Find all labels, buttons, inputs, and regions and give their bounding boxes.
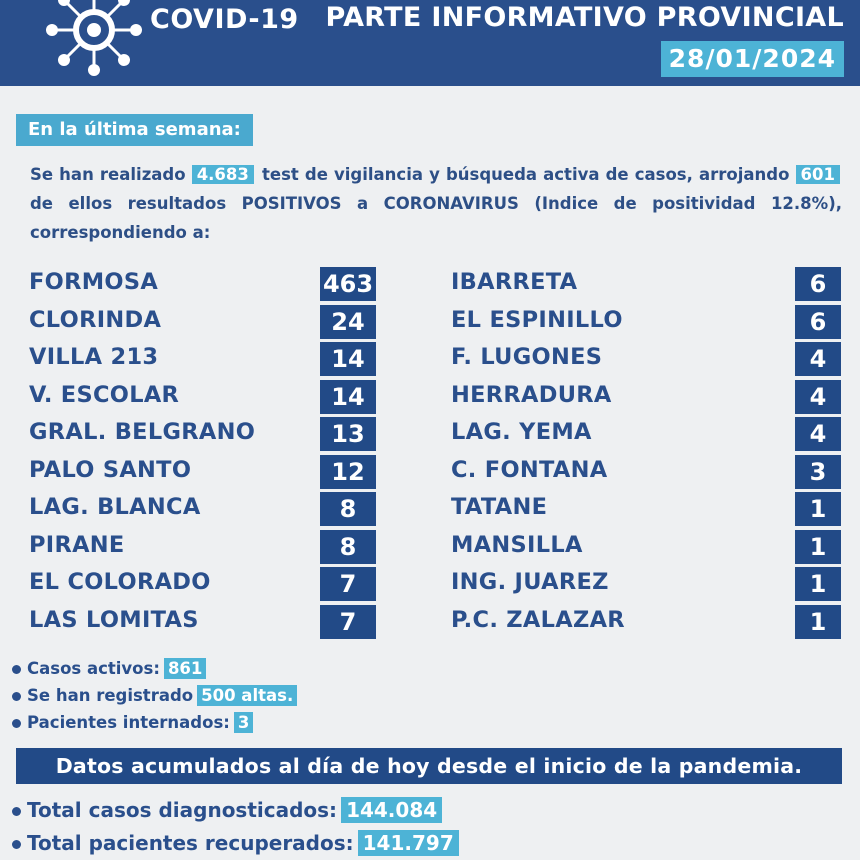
- location-name: HERRADURA: [451, 381, 612, 408]
- report-title: PARTE INFORMATIVO PROVINCIAL: [325, 2, 844, 33]
- totals-list: [12, 794, 459, 860]
- discharged-row: [12, 682, 297, 709]
- location-row: [451, 265, 841, 303]
- location-count: 13: [320, 417, 376, 451]
- total-recovered-label: Total pacientes recuperados:: [27, 831, 354, 855]
- location-row: [29, 528, 376, 566]
- location-count: 8: [320, 492, 376, 526]
- location-name: P.C. ZALAZAR: [451, 606, 625, 633]
- location-count: 6: [795, 267, 841, 301]
- total-diagnosed-value: 144.084: [341, 797, 442, 823]
- bullet-icon: [12, 719, 21, 728]
- location-name: EL ESPINILLO: [451, 306, 623, 333]
- location-count: 14: [320, 342, 376, 376]
- hospitalized-label: Pacientes internados:: [27, 713, 230, 732]
- location-count: 7: [320, 605, 376, 639]
- location-count: 1: [795, 492, 841, 526]
- location-count: 1: [795, 567, 841, 601]
- report-date: 28/01/2024: [661, 41, 844, 77]
- location-name: F. LUGONES: [451, 344, 603, 370]
- bullet-icon: [12, 807, 21, 816]
- weekly-summary-list: [12, 655, 297, 736]
- location-row: [451, 378, 841, 416]
- positives-value: 601: [796, 165, 840, 184]
- location-name: PIRANE: [29, 531, 125, 558]
- location-row: [451, 303, 841, 341]
- location-count: 8: [320, 530, 376, 564]
- location-row: [451, 603, 841, 641]
- discharged-label: Se han registrado: [27, 686, 194, 705]
- location-count: 24: [320, 305, 376, 339]
- location-row: [451, 453, 841, 491]
- location-name: FORMOSA: [29, 269, 159, 295]
- location-row: [29, 603, 376, 641]
- location-row: [451, 565, 841, 603]
- virus-icon: [38, 0, 150, 86]
- covid-title: COVID-19: [150, 4, 299, 35]
- bullet-icon: [12, 665, 21, 674]
- location-row: [451, 490, 841, 528]
- location-name: PALO SANTO: [29, 456, 192, 483]
- total-recovered-value: 141.797: [358, 830, 459, 856]
- location-name: TATANE: [451, 494, 548, 520]
- location-name: V. ESCOLAR: [29, 381, 180, 408]
- week-banner: En la última semana:: [16, 114, 253, 146]
- active-cases-value: 861: [164, 658, 206, 679]
- location-count: 4: [795, 417, 841, 451]
- location-row: [29, 565, 376, 603]
- total-diagnosed-label: Total casos diagnosticados:: [27, 798, 338, 822]
- accumulated-banner: Datos acumulados al día de hoy desde el inicio de la pandemia.: [16, 748, 842, 784]
- location-row: [29, 340, 376, 378]
- location-name: GRAL. BELGRANO: [29, 419, 256, 445]
- location-count: 463: [320, 267, 376, 301]
- location-name: LAG. YEMA: [451, 419, 592, 445]
- location-count: 1: [795, 605, 841, 639]
- location-row: [29, 378, 376, 416]
- header-bar: [0, 0, 860, 86]
- location-count: 3: [795, 455, 841, 489]
- active-cases-label: Casos activos:: [27, 659, 160, 678]
- location-count: 12: [320, 455, 376, 489]
- location-count: 1: [795, 530, 841, 564]
- intro-text-2: test de vigilancia y búsqueda activa de casos, arrojando: [262, 165, 790, 184]
- week-summary-text: [30, 160, 842, 247]
- location-row: [29, 415, 376, 453]
- hospitalized-row: [12, 709, 297, 736]
- location-row: [451, 415, 841, 453]
- location-name: VILLA 213: [29, 344, 159, 370]
- location-row: [29, 303, 376, 341]
- location-name: LAS LOMITAS: [29, 606, 199, 633]
- location-count: 4: [795, 342, 841, 376]
- location-row: [29, 265, 376, 303]
- bullet-icon: [12, 840, 21, 849]
- location-count: 7: [320, 567, 376, 601]
- tests-value: 4.683: [192, 165, 254, 184]
- location-name: IBARRETA: [451, 269, 578, 295]
- intro-text-1: Se han realizado: [30, 165, 186, 184]
- hospitalized-value: 3: [234, 712, 253, 733]
- total-diagnosed-row: [12, 794, 459, 827]
- location-row: [451, 340, 841, 378]
- intro-text-3: de ellos resultados POSITIVOS a CORONAVIRUS (Indice de positividad 12.8%), correspondiendo a:: [30, 194, 842, 242]
- total-recovered-row: [12, 827, 459, 860]
- location-row: [451, 528, 841, 566]
- active-cases-row: [12, 655, 297, 682]
- location-name: LAG. BLANCA: [29, 494, 201, 520]
- locations-left-column: [29, 265, 376, 640]
- location-name: C. FONTANA: [451, 456, 608, 483]
- location-count: 6: [795, 305, 841, 339]
- location-name: ING. JUAREZ: [451, 569, 609, 595]
- location-row: [29, 453, 376, 491]
- location-row: [29, 490, 376, 528]
- location-name: EL COLORADO: [29, 569, 211, 595]
- location-count: 4: [795, 380, 841, 414]
- location-name: MANSILLA: [451, 531, 583, 558]
- location-count: 14: [320, 380, 376, 414]
- bullet-icon: [12, 692, 21, 701]
- discharged-value: 500 altas.: [197, 685, 297, 706]
- location-name: CLORINDA: [29, 306, 162, 333]
- locations-right-column: [451, 265, 841, 640]
